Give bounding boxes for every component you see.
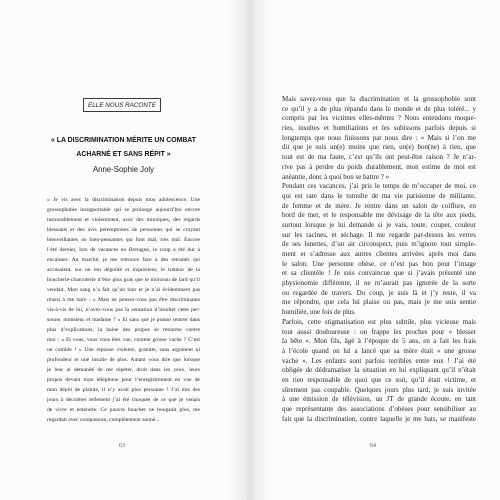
body-line: accusaient, sur un ton dégoûté et inquisiteur, le traiteur de la <box>47 267 200 273</box>
body-line: blessants et des avis péremptoires de personnes qui se croyant <box>47 227 200 233</box>
body-line: tout est de ma faute, c’est qu’ils ont peut-être raison ? Je n’ar- <box>282 153 476 162</box>
body-line: de ses lunettes, d’un air circonspect, puis m’ignore tout simple- <box>282 240 476 249</box>
body-line: à une émission de télévision, un JT de grande écoute, en tant <box>282 395 476 404</box>
body-line: grossophobie insupportable qui se prolonge aujourd’hui encore <box>47 207 200 213</box>
body-text <box>282 95 476 424</box>
body-line: sonne, monsieur et madame ? » Et sans que je puisse rentrer dans <box>47 317 200 323</box>
body-line: qui est rare dans le tumulte de ma vie parisienne de militante, <box>282 191 476 200</box>
body-line: surtout lorsque je lui demande si je vais, toute, couper, couleur <box>282 220 476 229</box>
body-line: vache ». Les enfants sont parfois terribles entre eux ! J’ai été <box>282 356 476 365</box>
body-line: propos devant mon téléphone pour l’enregistrement en vue de <box>47 377 200 383</box>
body-line: plus d’explications, la haine des propos se retourne contre <box>47 327 200 333</box>
body-line: profondeur et une insulte de plus. Autant vous dire que lorsque <box>47 357 200 363</box>
body-line: humiliée, une fois de plus. <box>282 308 356 317</box>
body-line: tout aussi douloureuse : on frappe les proches pour « blesser <box>282 327 476 336</box>
body-line: réussi à me taire : « Mais ne pensez-vous pas être discriminants <box>47 297 200 303</box>
page-number: 63 <box>119 443 125 449</box>
body-line: physionomie différente, il ne m’aurait pas ignorée de la sorte <box>282 279 476 288</box>
body-line: Parfois, cette stigmatisation est plus subtile, plus vicieuse mais <box>282 317 476 326</box>
body-line: je leur ai demandé de me répéter, droit dans les yeux, leurs <box>47 367 200 373</box>
body-line: jours à décolérer tellement j’ai été choquée de ce que je venais <box>47 397 200 403</box>
article-title <box>0 134 247 162</box>
body-line: longtemps que nous finissons par nous dire : « Mais si l’on me <box>282 133 476 142</box>
body-line: compris par les victimes elles-mêmes ? Nous entendons moque- <box>282 114 476 123</box>
body-line: que représentante des associations d’obèses pour sensibiliser au <box>282 405 476 413</box>
body-line: dit que je suis un(e) moins que rien, un(e) bon(ne) à rien, que <box>282 143 476 152</box>
section-label: ELLE NOUS RACONTE <box>83 98 161 112</box>
body-line: « Je vis avec la discrimination depuis mon adolescence. Une <box>47 197 200 203</box>
body-text <box>47 195 200 425</box>
body-line: moi : « Et vous, vous vous êtes vue, comme grosse vache ? C’est <box>47 337 200 343</box>
body-line: de vivre et entendre. Ce pauvre boucher ne bougeait plus, me <box>47 407 200 413</box>
body-line: vendait. Mon sang n’a fait qu’un tour et je n’ai évidemment pas <box>47 287 200 293</box>
body-line: vis-à-vis de lui, n’avez-vous pas la sensation d’insulter cette per- <box>47 307 200 313</box>
body-line: Mais savez-vous que la discrimination et la grossophobie sont <box>282 95 476 103</box>
body-line: à l’école quand on lui a lancé que sa mère était « une grosse <box>282 346 476 355</box>
body-line: encaisser. Au marché, je me retrouve face à des retraités qui <box>47 257 200 263</box>
body-line: un comble ! » Une réponse violente, gratuite, sans argument ni <box>47 347 200 353</box>
body-line: sûrement pas coupable. Quelques jours plus tard, je suis invitée <box>282 385 476 394</box>
body-line: fait que la discrimination, contre laquelle je me bats, se manifeste <box>282 414 476 423</box>
body-line: inexorablement et violemment, avec des mimiques, des regards <box>47 217 200 223</box>
body-line: bienveillantes ou bien-pensantes qui font mal, très mal. Encore <box>47 237 200 243</box>
author-name: Anne-Sophie Joly <box>92 165 155 174</box>
body-line: boucherie-charcuterie d’être plus gras que le morceau de lard qu’il <box>47 277 200 283</box>
body-line: ries, insultes et humiliations et les subissons parfois depuis si <box>282 124 476 133</box>
title-line: « LA DISCRIMINATION MÉRITE UN COMBAT <box>51 137 196 144</box>
body-line: ment et s’adresse aux autres clientes arrivées après moi dans <box>282 250 476 258</box>
body-line: la bête ». Mon fils, âgé à l’époque de 5 ans, en a fait les frais <box>282 337 476 346</box>
body-line: anéantie, donc à quoi bon se battre ? » <box>282 172 390 181</box>
page-number: 64 <box>370 443 376 449</box>
body-line: mon dépôt de plainte, il n’y avait plus personne ! J’ai mis des <box>47 387 200 393</box>
body-line: ce qu’il y a de plus répandu dans le monde et de plus toléré... y <box>282 104 476 113</box>
body-line: me répondre, que cela lui plaise ou pas, mais je me suis sentie <box>282 298 476 307</box>
body-line: sur les racines, et séchage. Il me regarde par-dessus les verres <box>282 230 476 239</box>
left-page <box>0 0 247 500</box>
body-line: et sa clientèle ! Je suis convaincue que si j’avais présenté une <box>282 269 476 278</box>
title-line: ACHARNÉ ET SANS RÉPIT » <box>76 151 171 158</box>
body-line: regardait avec compassion, complètement sonné... <box>47 417 160 423</box>
body-line: Pendant ces vacances, j’ai pris le temps de m’occuper de moi, ce <box>282 182 476 191</box>
body-line: obligée de dédramatiser la situation en lui expliquant qu’il n’était <box>282 366 476 375</box>
right-page <box>253 0 500 500</box>
body-line: le salon. Une personne obèse, ce n’est pas bon pour l’image <box>282 259 476 268</box>
body-line: l’été dernier, lors de vacances en Bretagne, le coup a été dur à <box>47 247 200 253</box>
body-line: bord de mer, et le responsable me dévisage de la tête aux pieds, <box>282 211 476 220</box>
body-line: ou regardée de travers. Du coup, je suis là et j’y reste, il va <box>282 288 476 297</box>
body-line: en rien responsable de quoi que ce soit, qu’il était victime, et <box>282 375 476 384</box>
body-line: rive pas à perdre du poids durablement, mon estime de moi est <box>282 162 476 171</box>
body-line: de femme et de mère. Je rentre dans un salon de coiffure, en <box>282 201 476 210</box>
